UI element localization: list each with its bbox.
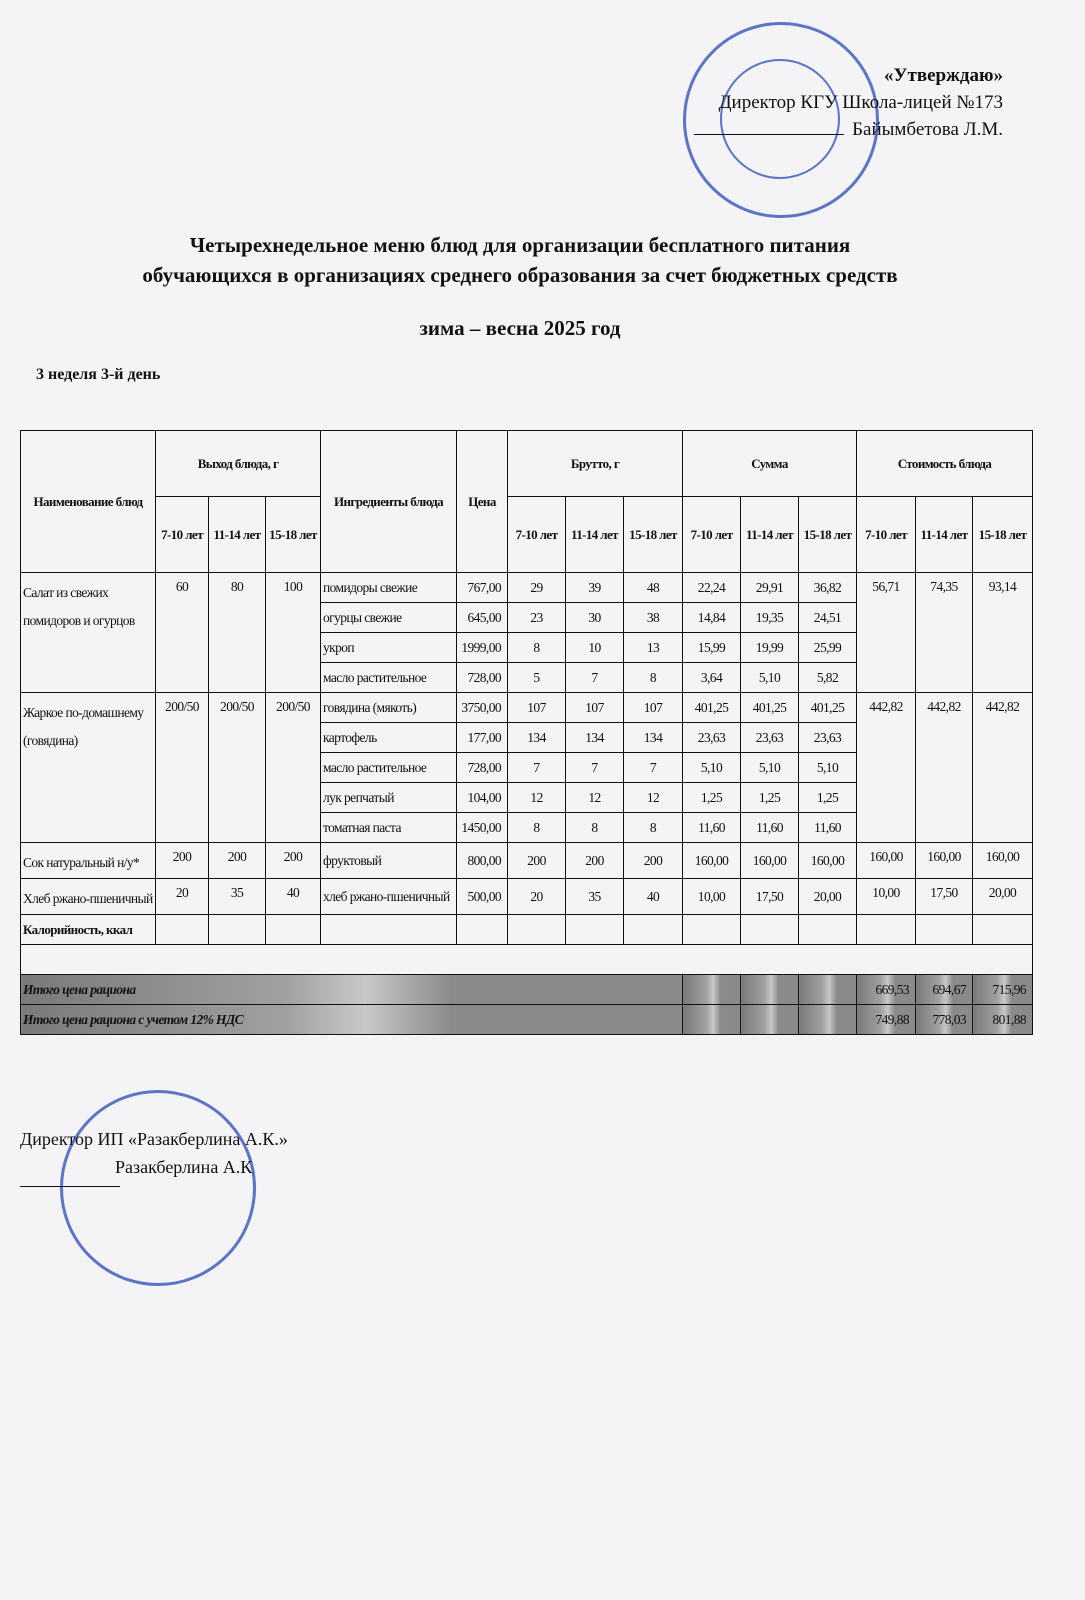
brutto-value: 48 <box>624 573 683 603</box>
dish-name: Салат из свежих помидоров и огурцов <box>21 573 156 693</box>
ingredient-price: 3750,00 <box>457 693 508 723</box>
sum-value: 19,35 <box>741 603 799 633</box>
header-yield: Выход блюда, г <box>156 431 321 497</box>
ingredient-name: картофель <box>321 723 457 753</box>
header-brutto: Брутто, г <box>508 431 683 497</box>
empty-cell <box>916 915 973 945</box>
header-age: 7-10 лет <box>683 497 741 573</box>
table-row <box>21 879 1033 915</box>
dish-cost: 10,00 <box>857 879 916 915</box>
dish-yield: 200 <box>266 843 321 879</box>
brutto-value: 200 <box>508 843 566 879</box>
ingredient-price: 500,00 <box>457 879 508 915</box>
table-row <box>21 693 1033 723</box>
dish-cost: 160,00 <box>973 843 1033 879</box>
ingredient-price: 645,00 <box>457 603 508 633</box>
empty-cell <box>683 915 741 945</box>
brutto-value: 12 <box>566 783 624 813</box>
empty-cell <box>741 1005 799 1035</box>
ingredient-name: укроп <box>321 633 457 663</box>
total-value: 715,96 <box>973 975 1033 1005</box>
brutto-value: 134 <box>566 723 624 753</box>
header-age: 15-18 лет <box>799 497 857 573</box>
total-row <box>21 975 1033 1005</box>
total-value: 694,67 <box>916 975 973 1005</box>
ingredient-name: масло растительное <box>321 663 457 693</box>
sum-value: 5,82 <box>799 663 857 693</box>
brutto-value: 12 <box>624 783 683 813</box>
empty-cell <box>799 1005 857 1035</box>
brutto-value: 107 <box>566 693 624 723</box>
total-value: 778,03 <box>916 1005 973 1035</box>
dish-cost: 160,00 <box>916 843 973 879</box>
sum-value: 5,10 <box>799 753 857 783</box>
header-age: 7-10 лет <box>857 497 916 573</box>
brutto-value: 8 <box>624 813 683 843</box>
dish-cost: 160,00 <box>857 843 916 879</box>
ingredient-price: 728,00 <box>457 663 508 693</box>
empty-cell <box>266 915 321 945</box>
brutto-value: 107 <box>624 693 683 723</box>
empty-cell <box>209 915 266 945</box>
brutto-value: 7 <box>566 753 624 783</box>
empty-cell <box>457 915 508 945</box>
signature-position: Директор ИП «Разакберлина А.К.» <box>20 1129 288 1149</box>
dish-cost: 17,50 <box>916 879 973 915</box>
sum-value: 160,00 <box>799 843 857 879</box>
title-line-2: обучающихся в организациях среднего образования за счет бюджетных средств <box>142 263 898 287</box>
sum-value: 23,63 <box>741 723 799 753</box>
empty-cell <box>624 915 683 945</box>
season: зима – весна 2025 год <box>419 316 621 340</box>
approval-block <box>694 62 1003 143</box>
menu-table <box>20 430 1033 1035</box>
handwritten-signature <box>20 1158 120 1187</box>
title-line-1: Четырехнедельное меню блюд для организации бесплатного питания <box>189 233 851 257</box>
ingredient-name: огурцы свежие <box>321 603 457 633</box>
brutto-value: 200 <box>624 843 683 879</box>
empty-cell <box>508 915 566 945</box>
total-row <box>21 1005 1033 1035</box>
approval-position: Директор КГУ Школа-лицей №173 <box>718 92 1003 113</box>
approval-label: «Утверждаю» <box>884 65 1003 86</box>
table-row <box>21 843 1033 879</box>
header-age: 15-18 лет <box>973 497 1033 573</box>
ingredient-price: 1999,00 <box>457 633 508 663</box>
dish-cost: 20,00 <box>973 879 1033 915</box>
sum-value: 1,25 <box>683 783 741 813</box>
total-value: 749,88 <box>857 1005 916 1035</box>
sum-value: 23,63 <box>683 723 741 753</box>
ingredient-price: 177,00 <box>457 723 508 753</box>
header-age: 11-14 лет <box>741 497 799 573</box>
ingredient-name: масло растительное <box>321 753 457 783</box>
brutto-value: 200 <box>566 843 624 879</box>
dish-name: Хлеб ржано-пшеничный <box>21 879 156 915</box>
ingredient-price: 728,00 <box>457 753 508 783</box>
brutto-value: 29 <box>508 573 566 603</box>
sum-value: 17,50 <box>741 879 799 915</box>
ingredient-name: томатная паста <box>321 813 457 843</box>
brutto-value: 35 <box>566 879 624 915</box>
dish-cost: 93,14 <box>973 573 1033 693</box>
sum-value: 401,25 <box>683 693 741 723</box>
total-value: 801,88 <box>973 1005 1033 1035</box>
brutto-value: 12 <box>508 783 566 813</box>
sum-value: 5,10 <box>741 663 799 693</box>
sum-value: 20,00 <box>799 879 857 915</box>
brutto-value: 134 <box>508 723 566 753</box>
sum-value: 10,00 <box>683 879 741 915</box>
empty-cell <box>799 915 857 945</box>
header-age: 15-18 лет <box>624 497 683 573</box>
brutto-value: 8 <box>508 813 566 843</box>
header-ingredients: Ингредиенты блюда <box>321 431 457 573</box>
dish-yield: 80 <box>209 573 266 693</box>
header-age: 7-10 лет <box>156 497 209 573</box>
header-age: 7-10 лет <box>508 497 566 573</box>
total-value: 669,53 <box>857 975 916 1005</box>
signature-line <box>694 134 844 135</box>
sum-value: 160,00 <box>683 843 741 879</box>
empty-cell <box>973 915 1033 945</box>
empty-cell <box>156 915 209 945</box>
sum-value: 25,99 <box>799 633 857 663</box>
sum-value: 14,84 <box>683 603 741 633</box>
header-price: Цена <box>457 431 508 573</box>
ingredient-price: 767,00 <box>457 573 508 603</box>
empty-row <box>21 945 1033 975</box>
brutto-value: 134 <box>624 723 683 753</box>
ingredient-name: хлеб ржано-пшеничный <box>321 879 457 915</box>
brutto-value: 7 <box>624 753 683 783</box>
sum-value: 11,60 <box>741 813 799 843</box>
header-name: Наименование блюд <box>21 431 156 573</box>
header-cost: Стоимость блюда <box>857 431 1033 497</box>
header-sum: Сумма <box>683 431 857 497</box>
sum-value: 29,91 <box>741 573 799 603</box>
empty-cell <box>741 975 799 1005</box>
brutto-value: 20 <box>508 879 566 915</box>
brutto-value: 23 <box>508 603 566 633</box>
brutto-value: 13 <box>624 633 683 663</box>
header-age: 11-14 лет <box>209 497 266 573</box>
signature-name: Разакберлина А.К <box>115 1157 253 1177</box>
brutto-value: 5 <box>508 663 566 693</box>
dish-yield: 200 <box>156 843 209 879</box>
sum-value: 15,99 <box>683 633 741 663</box>
brutto-value: 39 <box>566 573 624 603</box>
calories-row <box>21 915 1033 945</box>
calories-label: Калорийность, ккал <box>21 915 156 945</box>
total-label: Итого цена рациона с учетом 12% НДС <box>21 1005 683 1035</box>
brutto-value: 8 <box>566 813 624 843</box>
brutto-value: 38 <box>624 603 683 633</box>
empty-cell <box>21 945 1033 975</box>
entrepreneur-stamp <box>60 1090 256 1286</box>
table-row <box>21 573 1033 603</box>
dish-yield: 100 <box>266 573 321 693</box>
empty-cell <box>741 915 799 945</box>
dish-cost: 56,71 <box>857 573 916 693</box>
dish-yield: 200/50 <box>209 693 266 843</box>
dish-yield: 35 <box>209 879 266 915</box>
sum-value: 23,63 <box>799 723 857 753</box>
brutto-value: 107 <box>508 693 566 723</box>
dish-cost: 74,35 <box>916 573 973 693</box>
approval-name: Байымбетова Л.М. <box>852 119 1003 140</box>
brutto-value: 40 <box>624 879 683 915</box>
ingredient-name: лук репчатый <box>321 783 457 813</box>
sum-value: 160,00 <box>741 843 799 879</box>
dish-name: Сок натуральный н/у* <box>21 843 156 879</box>
total-label: Итого цена рациона <box>21 975 683 1005</box>
brutto-value: 7 <box>566 663 624 693</box>
sum-value: 1,25 <box>799 783 857 813</box>
brutto-value: 30 <box>566 603 624 633</box>
brutto-value: 10 <box>566 633 624 663</box>
empty-cell <box>799 975 857 1005</box>
dish-yield: 200 <box>209 843 266 879</box>
sum-value: 5,10 <box>741 753 799 783</box>
dish-yield: 200/50 <box>156 693 209 843</box>
header-age: 11-14 лет <box>566 497 624 573</box>
dish-yield: 20 <box>156 879 209 915</box>
dish-cost: 442,82 <box>916 693 973 843</box>
dish-yield: 200/50 <box>266 693 321 843</box>
empty-cell <box>566 915 624 945</box>
dish-yield: 60 <box>156 573 209 693</box>
sum-value: 401,25 <box>799 693 857 723</box>
dish-cost: 442,82 <box>973 693 1033 843</box>
dish-yield: 40 <box>266 879 321 915</box>
sum-value: 19,99 <box>741 633 799 663</box>
week-day: 3 неделя 3-й день <box>36 366 161 383</box>
ingredient-price: 800,00 <box>457 843 508 879</box>
header-age: 11-14 лет <box>916 497 973 573</box>
ingredient-name: фруктовый <box>321 843 457 879</box>
sum-value: 5,10 <box>683 753 741 783</box>
sum-value: 22,24 <box>683 573 741 603</box>
document-title <box>0 230 1040 290</box>
ingredient-name: помидоры свежие <box>321 573 457 603</box>
brutto-value: 7 <box>508 753 566 783</box>
empty-cell <box>683 1005 741 1035</box>
sum-value: 3,64 <box>683 663 741 693</box>
ingredient-price: 1450,00 <box>457 813 508 843</box>
sum-value: 401,25 <box>741 693 799 723</box>
sum-value: 1,25 <box>741 783 799 813</box>
sum-value: 24,51 <box>799 603 857 633</box>
header-age: 15-18 лет <box>266 497 321 573</box>
sum-value: 11,60 <box>683 813 741 843</box>
dish-cost: 442,82 <box>857 693 916 843</box>
empty-cell <box>321 915 457 945</box>
sum-value: 11,60 <box>799 813 857 843</box>
ingredient-price: 104,00 <box>457 783 508 813</box>
brutto-value: 8 <box>508 633 566 663</box>
empty-cell <box>683 975 741 1005</box>
brutto-value: 8 <box>624 663 683 693</box>
sum-value: 36,82 <box>799 573 857 603</box>
empty-cell <box>857 915 916 945</box>
ingredient-name: говядина (мякоть) <box>321 693 457 723</box>
dish-name: Жаркое по-домашнему (говядина) <box>21 693 156 843</box>
